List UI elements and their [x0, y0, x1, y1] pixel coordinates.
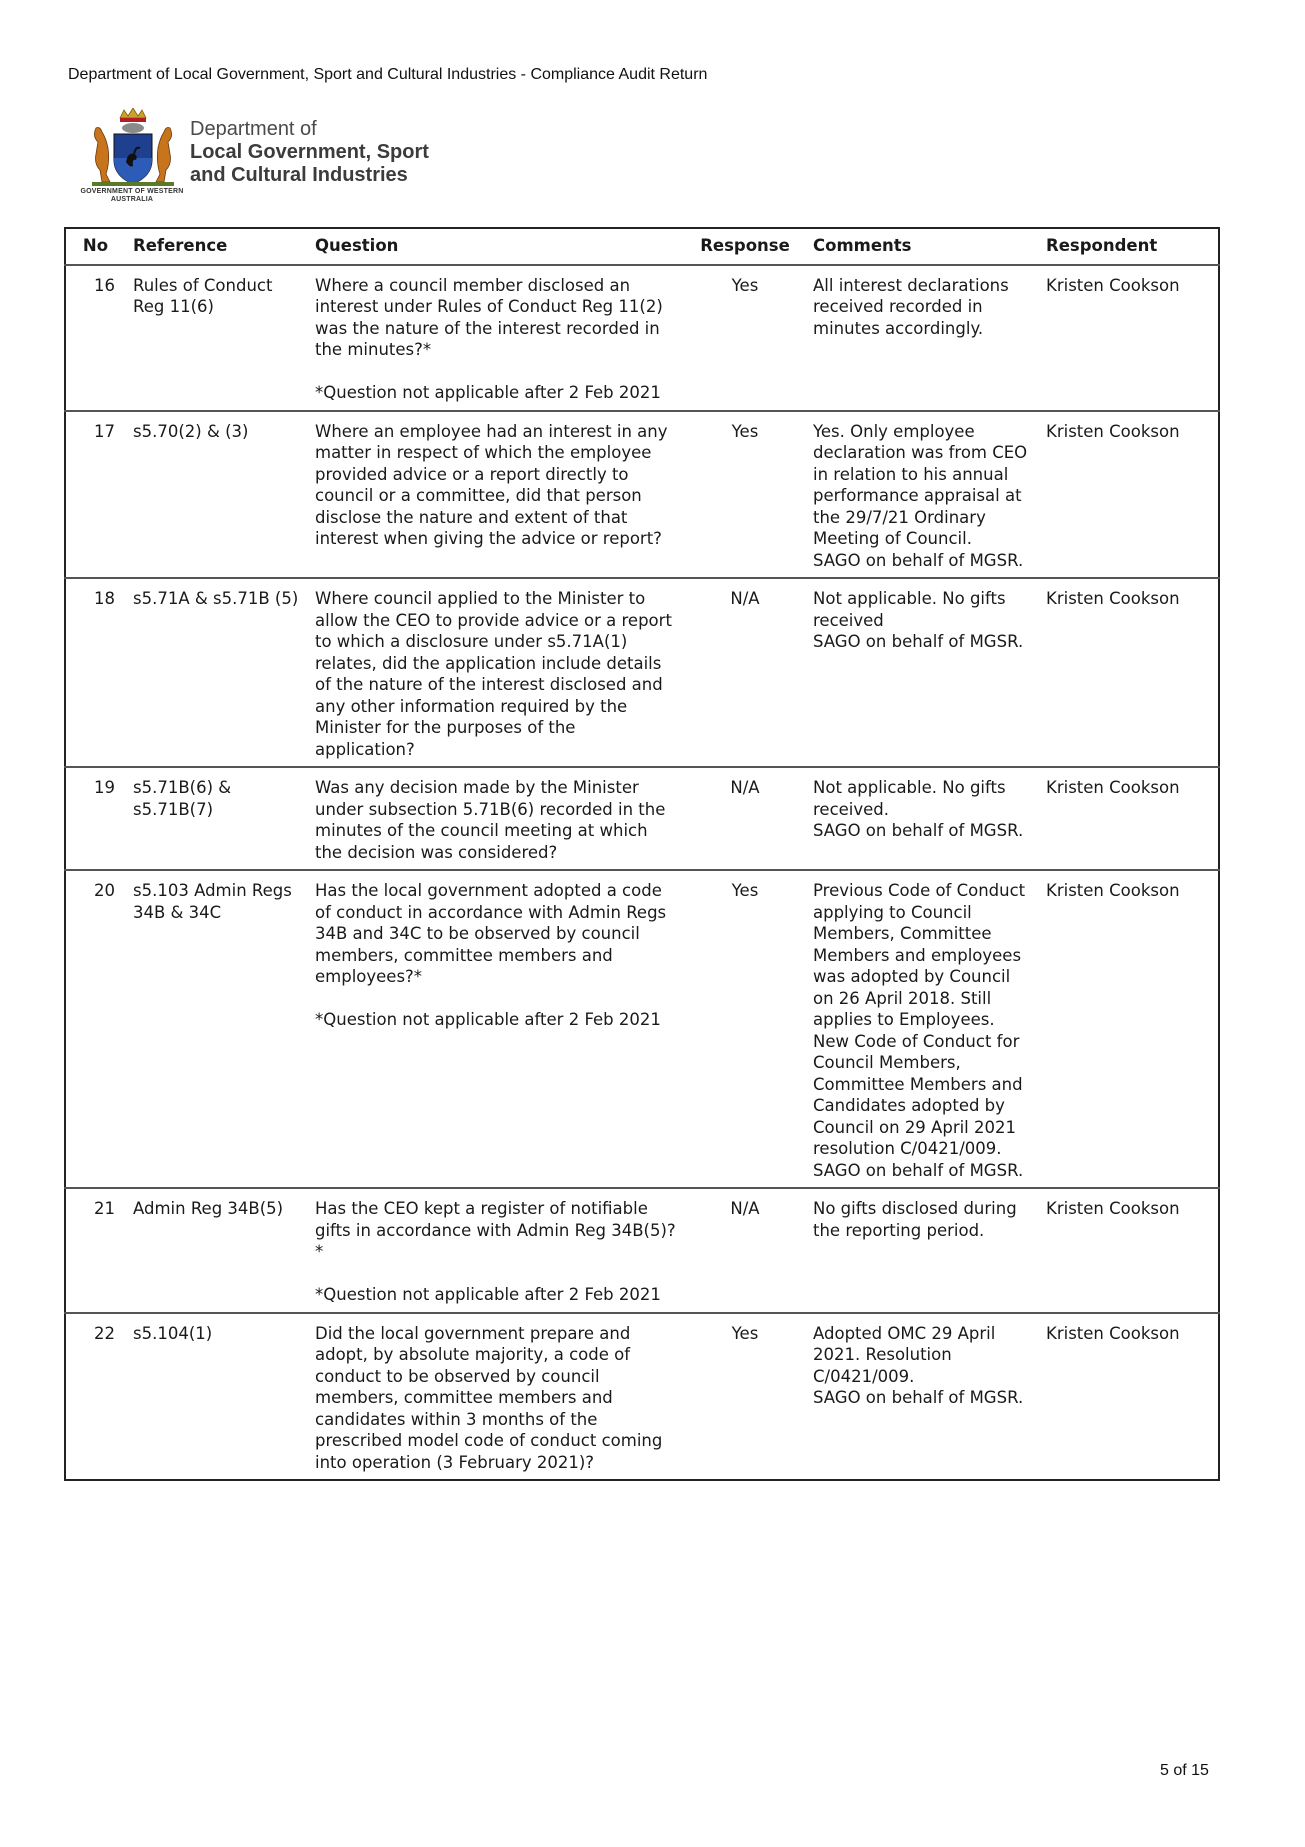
column-header-question: Question — [307, 228, 685, 265]
row-response: Yes — [685, 265, 805, 411]
row-reference: s5.104(1) — [133, 1323, 213, 1343]
row-response: Yes — [685, 411, 805, 579]
column-header-response: Response — [685, 228, 805, 265]
row-reference: Rules of Conduct Reg 11(6) — [125, 265, 307, 411]
row-number: 20 — [65, 870, 125, 1188]
row-reference: s5.103 Admin Regs 34B & 34C — [125, 870, 307, 1188]
column-header-reference: Reference — [125, 228, 307, 265]
row-respondent: Kristen Cookson — [1038, 870, 1219, 1188]
row-comments: Not applicable. No gifts received. SAGO on behalf of MGSR. — [805, 767, 1038, 870]
row-number: 17 — [65, 411, 125, 579]
row-response: Yes — [731, 1323, 759, 1343]
row-comments: Not applicable. No gifts received SAGO on behalf of MGSR. — [805, 578, 1038, 767]
department-name-line-1: Department of — [190, 118, 317, 140]
row-comments: Yes. Only employee declaration was from CEO in relation to his annual performance appraisal at the 29/7/21 Ordinary Meeting of Council. SAGO on behalf of MGSR. — [805, 411, 1038, 579]
row-number: 16 — [65, 265, 125, 411]
row-reference: s5.70(2) & (3) — [125, 411, 307, 579]
table-row — [65, 411, 1219, 579]
column-header-respondent: Respondent — [1038, 228, 1219, 265]
row-response: N/A — [685, 767, 805, 870]
row-respondent: Kristen Cookson — [1038, 411, 1219, 579]
row-number: 21 — [65, 1188, 125, 1313]
table-row — [65, 767, 1219, 870]
document-header: Department of Local Government, Sport and Cultural Industries - Compliance Audit Return — [68, 66, 708, 83]
table-row — [65, 1313, 1219, 1481]
table-row — [65, 578, 1219, 767]
government-caption: GOVERNMENT OF WESTERN AUSTRALIA — [80, 188, 184, 203]
row-comments: Previous Code of Conduct applying to Council Members, Committee Members and employees was adopted by Council on 26 April 2018. Still applies to Employees. New Code of Conduct for Council Members, Committee Members and Candidates adopted by Council on 29 April 2021 resolution C/0421/009. SAGO on behalf of MGSR. — [805, 870, 1038, 1188]
row-question: Has the CEO kept a register of notifiable gifts in accordance with Admin Reg 34B(5)?* *Question not applicable after 2 Feb 2021 — [307, 1188, 685, 1313]
row-respondent: Kristen Cookson — [1038, 265, 1219, 411]
row-question: Has the local government adopted a code of conduct in accordance with Admin Regs 34B and 34C to be observed by council members, committee members and employees?* *Question not applicable after 2 Feb 2021 — [307, 870, 685, 1188]
row-respondent: Kristen Cookson — [1038, 1188, 1219, 1313]
row-comments: No gifts disclosed during the reporting period. — [805, 1188, 1038, 1313]
row-question: Did the local government prepare and adopt, by absolute majority, a code of conduct to be observed by council members, committee members and candidates within 3 months of the prescribed model code of conduct coming into operation (3 February 2021)? — [315, 1323, 663, 1472]
row-response: N/A — [685, 1188, 805, 1313]
row-question: Was any decision made by the Minister under subsection 5.71B(6) recorded in the minutes of the council meeting at which the decision was considered? — [307, 767, 685, 870]
row-respondent: Kristen Cookson — [1046, 1323, 1180, 1343]
column-header-no: No — [65, 228, 125, 265]
row-respondent: Kristen Cookson — [1038, 578, 1219, 767]
row-reference: s5.71B(6) & s5.71B(7) — [125, 767, 307, 870]
row-response: Yes — [685, 870, 805, 1188]
row-comments: Adopted OMC 29 April 2021. Resolution C/0421/009. SAGO on behalf of MGSR. — [813, 1323, 1024, 1407]
row-question: Where a council member disclosed an interest under Rules of Conduct Reg 11(2) was the nature of the interest recorded in the minutes?* *Question not applicable after 2 Feb 2021 — [307, 265, 685, 411]
column-header-comments: Comments — [805, 228, 1038, 265]
row-question: Where an employee had an interest in any matter in respect of which the employee provided advice or a report directly to council or a committee, did that person disclose the nature and extent of that interest when giving the advice or report? — [307, 411, 685, 579]
coat-of-arms-icon — [78, 108, 188, 198]
table-row — [65, 1188, 1219, 1313]
department-name-line-3: and Cultural Industries — [190, 164, 408, 186]
department-name-line-2: Local Government, Sport — [190, 141, 429, 163]
table-header-row — [65, 228, 1219, 265]
row-response: N/A — [685, 578, 805, 767]
row-number: 22 — [94, 1323, 115, 1343]
row-respondent: Kristen Cookson — [1038, 767, 1219, 870]
row-reference: s5.71A & s5.71B (5) — [125, 578, 307, 767]
row-question: Where council applied to the Minister to allow the CEO to provide advice or a report to which a disclosure under s5.71A(1) relates, did the application include details of the nature of the interest disclosed and any other information required by the Minister for the purposes of the application? — [307, 578, 685, 767]
compliance-audit-table — [64, 227, 1220, 1481]
page-number: 5 of 15 — [1160, 1762, 1209, 1779]
row-comments: All interest declarations received recorded in minutes accordingly. — [805, 265, 1038, 411]
department-logo — [78, 108, 458, 212]
table-row — [65, 265, 1219, 411]
table-row — [65, 870, 1219, 1188]
row-number: 19 — [65, 767, 125, 870]
row-reference: Admin Reg 34B(5) — [125, 1188, 307, 1313]
row-number: 18 — [65, 578, 125, 767]
